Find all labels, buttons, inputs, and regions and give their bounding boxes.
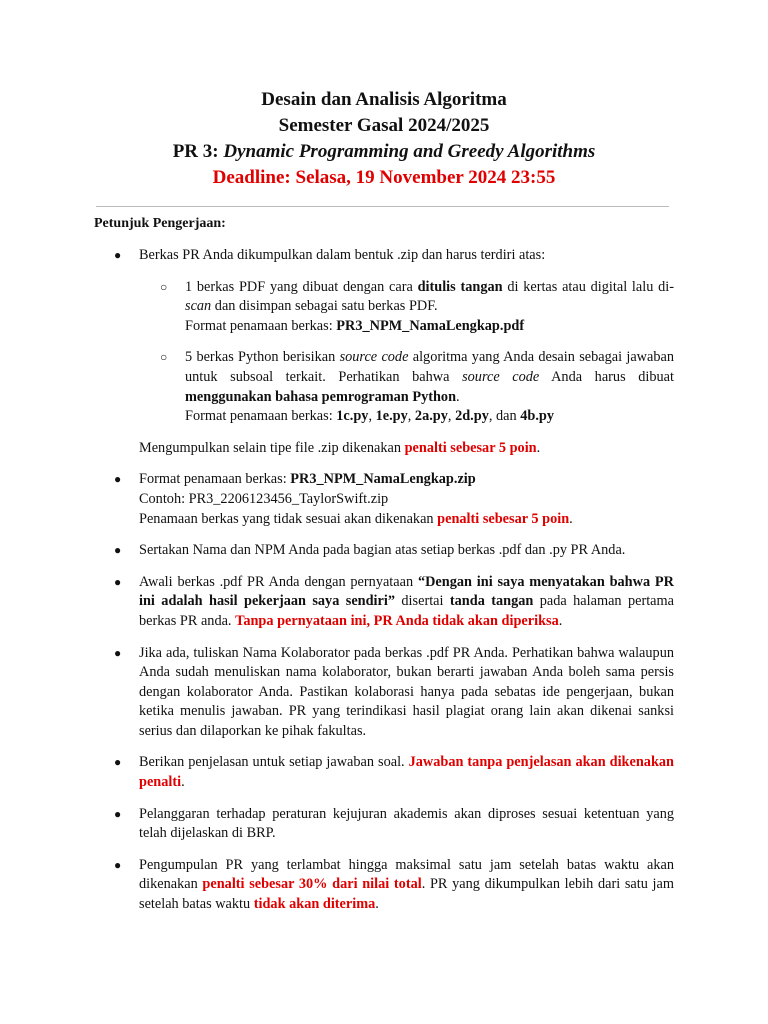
- bullet-icon: ●: [114, 755, 122, 770]
- circle-bullet-icon: ○: [160, 350, 168, 365]
- text: Sertakan Nama dan NPM Anda pada bagian atas setiap berkas .pdf dan .py PR Anda.: [139, 542, 626, 559]
- sub-item-python: [94, 348, 674, 426]
- filename: 1c.py: [336, 408, 369, 425]
- text: 1 berkas PDF yang dibuat dengan cara: [185, 278, 418, 295]
- bullet-icon: ●: [114, 574, 122, 589]
- filename: PR3_NPM_NamaLengkap.pdf: [336, 317, 525, 334]
- title-block: [0, 87, 768, 191]
- text: dan disimpan sebagai satu berkas PDF.: [211, 298, 438, 315]
- text: ,: [407, 408, 415, 425]
- semester-title: Semester Gasal 2024/2025: [278, 115, 490, 136]
- text: Contoh: PR3_2206123456_TaylorSwift.zip: [139, 490, 389, 507]
- instruction-list: [94, 246, 674, 927]
- filename: PR3_NPM_NamaLengkap.zip: [290, 471, 476, 488]
- text: Anda harus dibuat: [539, 368, 674, 385]
- text: algoritma yang Anda desain sebagai jawaban untuk subsoal terkait. Perhatikan bahwa: [185, 349, 674, 385]
- emphasis: tanda tangan: [449, 593, 534, 610]
- text: .: [375, 896, 379, 913]
- text: Format penamaan berkas:: [185, 317, 337, 334]
- text: Pelanggaran terhadap peraturan kejujuran akademis akan diproses sesuai ketentuan yang telah dijelaskan di BRP.: [139, 805, 674, 842]
- statement-quote: “Dengan ini saya menyatakan bahwa PR ini adalah hasil pekerjaan saya sendiri”: [139, 573, 674, 610]
- text: .: [536, 439, 541, 456]
- text: Pengumpulan PR yang terlambat hingga maksimal satu jam setelah batas waktu akan dikenakan: [139, 856, 674, 893]
- text: .: [181, 774, 185, 791]
- text: Format penamaan berkas:: [185, 408, 337, 425]
- emphasis: source code: [339, 349, 409, 366]
- deadline: Deadline: Selasa, 19 November 2024 23:55: [212, 167, 556, 188]
- list-item: [94, 644, 674, 742]
- assignment-topic: Dynamic Programming and Greedy Algorithms: [223, 141, 596, 162]
- penalty-text: penalti sebesar 5 poin: [437, 510, 570, 527]
- list-item: [94, 805, 674, 844]
- circle-bullet-icon: ○: [160, 279, 168, 294]
- penalty-text: Tanpa pernyataan ini, PR Anda tidak akan diperiksa: [235, 612, 559, 629]
- list-item: [94, 856, 674, 915]
- bullet-icon: ●: [114, 248, 122, 262]
- section-heading: Petunjuk Pengerjaan:: [94, 216, 226, 231]
- emphasis: source code: [462, 368, 540, 385]
- text: .: [456, 388, 460, 405]
- filename: 4b.py: [520, 408, 554, 425]
- text: Berikan penjelasan untuk setiap jawaban soal.: [139, 754, 409, 771]
- penalty-text: Jawaban tanpa penjelasan akan dikenakan penalti: [139, 754, 675, 791]
- sub-item-pdf: [94, 278, 674, 337]
- text: .: [569, 510, 573, 527]
- text: Mengumpulkan selain tipe file .zip dikenakan: [139, 439, 405, 456]
- bullet-icon: ●: [114, 543, 122, 558]
- penalty-text: penalti sebesar 5 poin: [404, 439, 537, 456]
- assignment-title: [0, 139, 768, 165]
- text: ,: [447, 408, 456, 425]
- bullet-icon: ●: [114, 472, 122, 487]
- text: Format penamaan berkas:: [139, 471, 291, 488]
- list-item: [94, 573, 674, 632]
- bullet-icon: ●: [114, 857, 122, 872]
- text: 5 berkas Python berisikan: [185, 349, 340, 366]
- bullet-icon: ●: [114, 645, 122, 660]
- penalty-text: tidak akan diterima: [253, 896, 376, 913]
- filename: 2a.py: [414, 408, 448, 425]
- emphasis: menggunakan bahasa pemrograman Python: [185, 388, 457, 405]
- text: Awali berkas .pdf PR Anda dengan pernyataan: [139, 573, 418, 590]
- text: , dan: [488, 408, 521, 425]
- list-item: [94, 470, 674, 529]
- text: . PR yang dikumpulkan lebih dari satu jam setelah batas waktu: [139, 876, 674, 913]
- text: di kertas atau digital lalu di-: [502, 278, 675, 295]
- divider: [96, 206, 669, 207]
- text: disertai: [395, 593, 450, 610]
- list-item: [94, 541, 674, 561]
- penalty-text: penalti sebesar 30% dari nilai total: [202, 876, 422, 893]
- text: Penamaan berkas yang tidak sesuai akan dikenakan: [139, 510, 438, 527]
- filename: 2d.py: [455, 408, 489, 425]
- text: pada halaman pertama berkas PR anda.: [139, 593, 674, 629]
- emphasis: ditulis tangan: [417, 278, 503, 295]
- filename: 1e.py: [375, 408, 408, 425]
- zip-note: [94, 439, 674, 459]
- bullet-icon: ●: [114, 806, 122, 821]
- assignment-prefix: PR 3:: [172, 141, 224, 162]
- list-item: [94, 753, 674, 792]
- text: Jika ada, tuliskan Nama Kolaborator pada berkas .pdf PR Anda. Perhatikan bahwa walaupun Anda sudah menuliskan nama kolaborator, bukan berarti jawaban Anda boleh sama persis dengan kolaborator Anda. Pastikan kolaborasi hanya pada sebatas ide pengerjaan, bukan ketika menulis jawaban. PR yang terindikasi hasil plagiat orang lain akan dikenai sanksi serius dan dilaporkan ke pihak fakultas.: [139, 644, 674, 739]
- list-item: [94, 246, 674, 266]
- text: ,: [368, 408, 376, 425]
- text: .: [558, 612, 563, 629]
- course-title: Desain dan Analisis Algoritma: [261, 89, 507, 110]
- emphasis: scan: [185, 298, 212, 315]
- item-text: Berkas PR Anda dikumpulkan dalam bentuk .zip dan harus terdiri atas:: [139, 247, 546, 263]
